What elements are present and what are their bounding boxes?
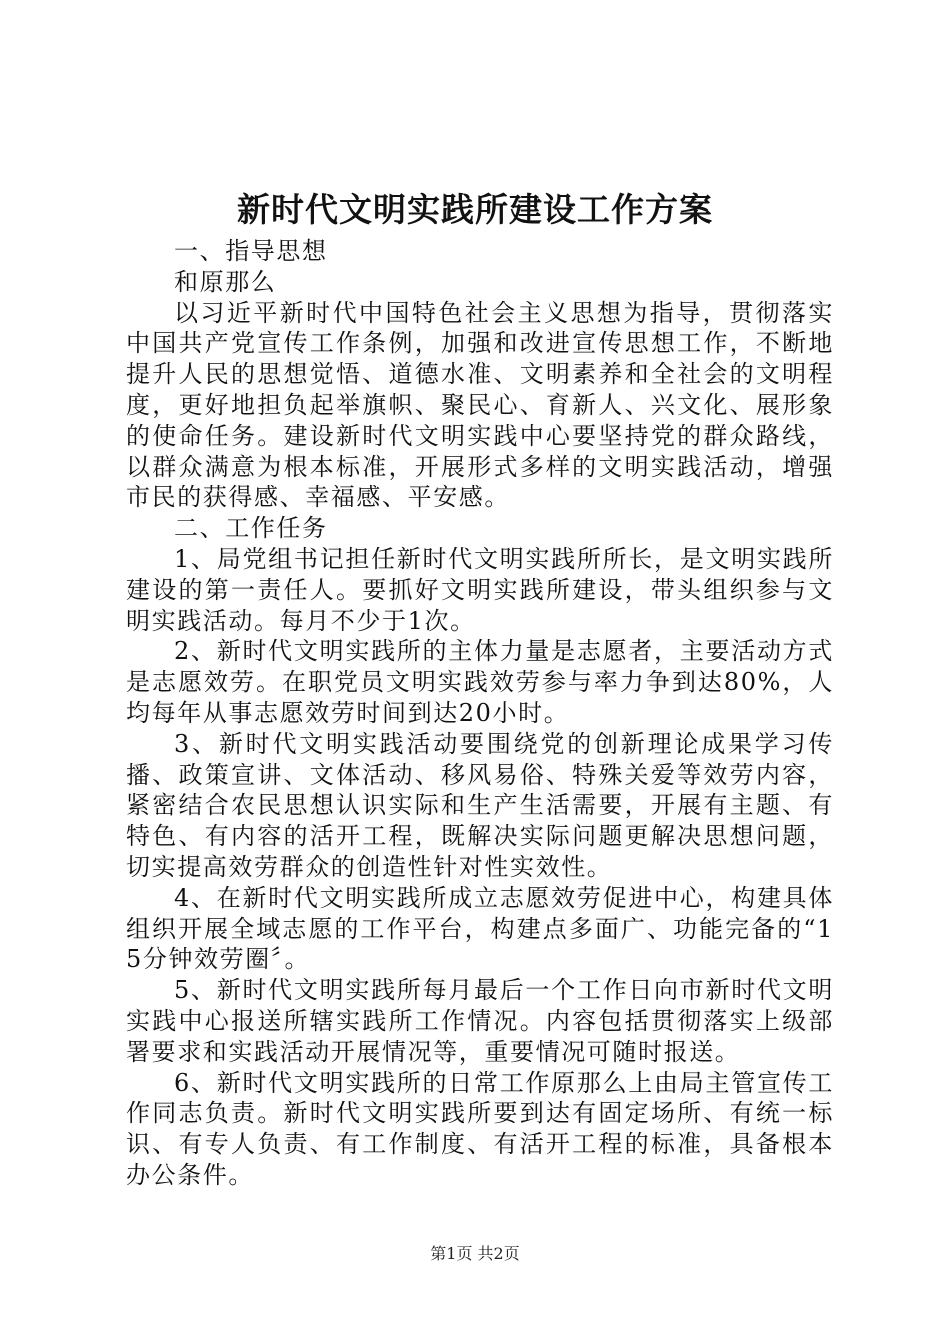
section-heading-work-tasks: 二、工作任务 <box>174 514 328 543</box>
task-item-2: 2、新时代文明实践所的主体力量是志愿者，主要活动方式是志愿效劳。在职党员文明实践效劳参与率力争到达80%，人均每年从事志愿效劳时间到达20小时。 <box>126 637 834 727</box>
task-item-3: 3、新时代文明实践活动要围绕党的创新理论成果学习传播、政策宣讲、文体活动、移风易俗、特殊关爱等效劳内容，紧密结合农民思想认识实际和生产生活需要，开展有主题、有特色、有内容的活开工程，既解决实际问题更解决思想问题，切实提高效劳群众的创造性针对性实效性。 <box>126 729 834 881</box>
section-heading-guiding-thought: 一、指导思想 <box>174 237 328 265</box>
document-body <box>126 236 834 1191</box>
task-item-1: 1、局党组书记担任新时代文明实践所所长，是文明实践所建设的第一责任人。要抓好文明实践所建设，带头组织参与文明实践活动。每月不少于1次。 <box>126 544 834 635</box>
document-title: 新时代文明实践所建设工作方案 <box>237 190 713 229</box>
task-item-5: 5、新时代文明实践所每月最后一个工作日向市新时代文明实践中心报送所辖实践所工作情况。内容包括贯彻落实上级部署要求和实践活动开展情况等，重要情况可随时报送。 <box>126 976 834 1066</box>
page-number-footer: 第1页 共2页 <box>430 1244 520 1263</box>
task-item-4: 4、在新时代文明实践所成立志愿效劳促进中心，构建具体组织开展全域志愿的工作平台，构建点多面广、功能完备的“15分钟效劳圈〞。 <box>126 883 834 974</box>
task-item-6: 6、新时代文明实践所的日常工作原那么上由局主管宣传工作同志负责。新时代文明实践所要到达有固定场所、有统一标识、有专人负责、有工作制度、有活开工程的标准，具备根本办公条件。 <box>126 1068 834 1189</box>
paragraph-guiding-principles: 以习近平新时代中国特色社会主义思想为指导，贯彻落实中国共产党宣传工作条例，加强和改进宣传思想工作，不断地提升人民的思想觉悟、道德水准、文明素养和全社会的文明程度，更好地担负起举旗帜、聚民心、育新人、兴文化、展形象的使命任务。建设新时代文明实践中心要坚持党的群众路线，以群众满意为根本标准，开展形式多样的文明实践活动，增强市民的获得感、幸福感、平安感。 <box>126 298 834 512</box>
section-subheading-principles: 和原那么 <box>174 267 277 296</box>
